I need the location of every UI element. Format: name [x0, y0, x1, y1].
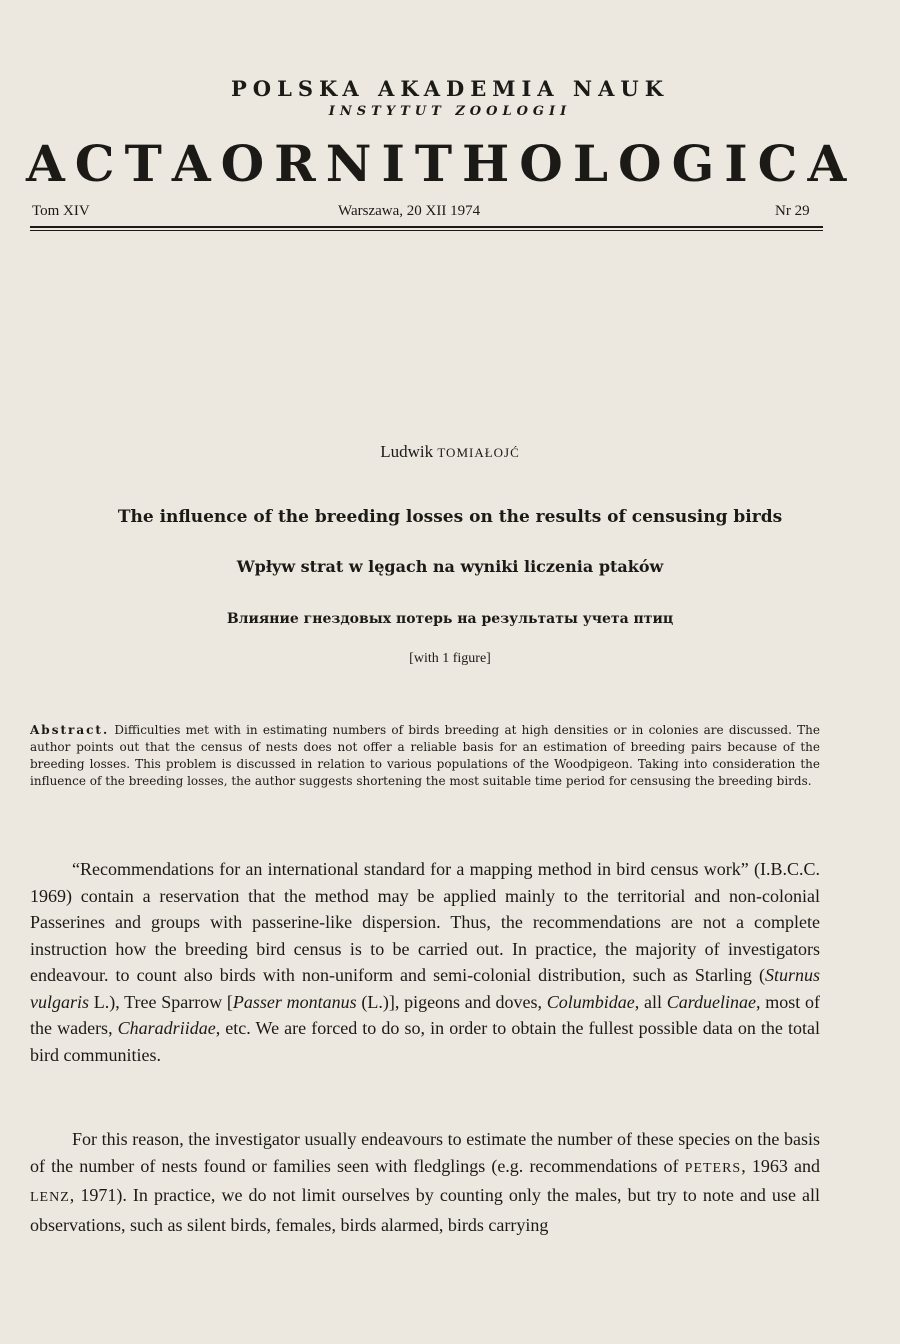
author-first-name: Ludwik [380, 442, 438, 461]
journal-letter: N [325, 134, 382, 193]
journal-letter: O [220, 134, 275, 193]
journal-letter: C [74, 134, 125, 193]
abstract [30, 722, 820, 790]
journal-letter: R [274, 134, 326, 193]
place-date: Warszawa, 20 XII 1974 [338, 203, 481, 219]
journal-letter: G [671, 134, 725, 193]
text-run: For this reason, the investigator usually endeavours to estimate the number of these species on the basis of the number of nests found or families seen with fledglings (e.g. recommendations of [30, 1129, 820, 1176]
taxon-name: Columbidae [546, 991, 635, 1012]
journal-letter: A [171, 134, 221, 193]
text-run: , 1971). In practice, we do not limit ourselves by counting only the males, but try to note and use all observations, such as silent birds, females, birds alarmed, birds carrying [30, 1185, 820, 1235]
journal-letter: A [26, 134, 75, 193]
taxon-name: Charadriidae [117, 1018, 216, 1038]
taxon-name: Carduelinae [666, 991, 757, 1012]
author-name [0, 442, 900, 462]
species-name: Sturnus vulgaris [30, 965, 820, 1012]
body-paragraph-2 [30, 1126, 820, 1238]
issue-number: Nr 29 [775, 203, 810, 219]
figure-note: [with 1 figure] [409, 651, 491, 666]
cited-author: PETERS [684, 1160, 742, 1176]
volume-label: Tom XIV [32, 203, 90, 219]
header-rule-thin [30, 230, 823, 231]
body-paragraph-1 [30, 856, 820, 1068]
title-polish: Wpływ strat w lęgach na wyniki liczenia ptaków [236, 557, 664, 576]
journal-letter: I [724, 134, 758, 193]
journal-letter: T [414, 134, 463, 193]
journal-letter: H [462, 134, 520, 193]
text-run: L.), Tree Sparrow [ [89, 991, 233, 1012]
text-run: , etc. We are forced to do so, in order to obtain the fullest possible data on the total bird communities. [30, 1018, 820, 1065]
academy-name: POLSKA AKADEMIA NAUK [231, 76, 669, 101]
title-russian: Влияние гнездовых потерь на результаты учета птиц [226, 611, 674, 627]
abstract-text: Difficulties met with in estimating numbers of birds breeding at high densities or in colonies are discussed. The author points out that the census of nests does not offer a reliable basis for an estimation of breeding pairs because of the breeding losses. This problem is discussed in relation to various populations of the Woodpigeon. Taking into consideration the influence of the breeding losses, the author suggests shortening the most suitable time period for censusing the breeding birds. [30, 723, 820, 788]
journal-letter: T [124, 134, 172, 193]
author-surname: TOMIAŁOJĆ [437, 445, 520, 460]
text-run: “Recommendations for an international standard for a mapping method in bird census work” (I.B.C.C. 1969) contain a reservation that the method may be applied mainly to the territorial and non-colonial Passerines and groups with passerine-like dispersion. Thus, the recommendations are not a complete instruction how the breeding bird census is to be carried out. In practice, the majority of investigators endeavour. to count also birds with non-uniform and semi-colonial distribution, such as Starling ( [30, 859, 820, 985]
journal-letter: O [519, 134, 573, 193]
journal-letter: I [381, 134, 415, 193]
text-run: , 1963 and [741, 1155, 820, 1176]
header-rule [30, 226, 823, 228]
journal-letter: O [618, 134, 672, 193]
journal-letter: L [572, 134, 619, 193]
institute-name: INSTYTUT ZOOLOGII [328, 104, 572, 119]
text-run: (L.)], pigeons and doves, [356, 991, 547, 1012]
journal-title [26, 134, 857, 193]
text-run: , most of the waders, [30, 991, 820, 1038]
journal-letter: C [757, 134, 808, 193]
journal-letter: A [807, 134, 857, 193]
text-run: , all [634, 991, 667, 1012]
cited-author: LENZ [30, 1190, 70, 1205]
species-name: Passer montanus [232, 991, 357, 1012]
abstract-label: Abstract. [30, 723, 110, 737]
title-english: The influence of the breeding losses on the results of censusing birds [117, 507, 783, 527]
